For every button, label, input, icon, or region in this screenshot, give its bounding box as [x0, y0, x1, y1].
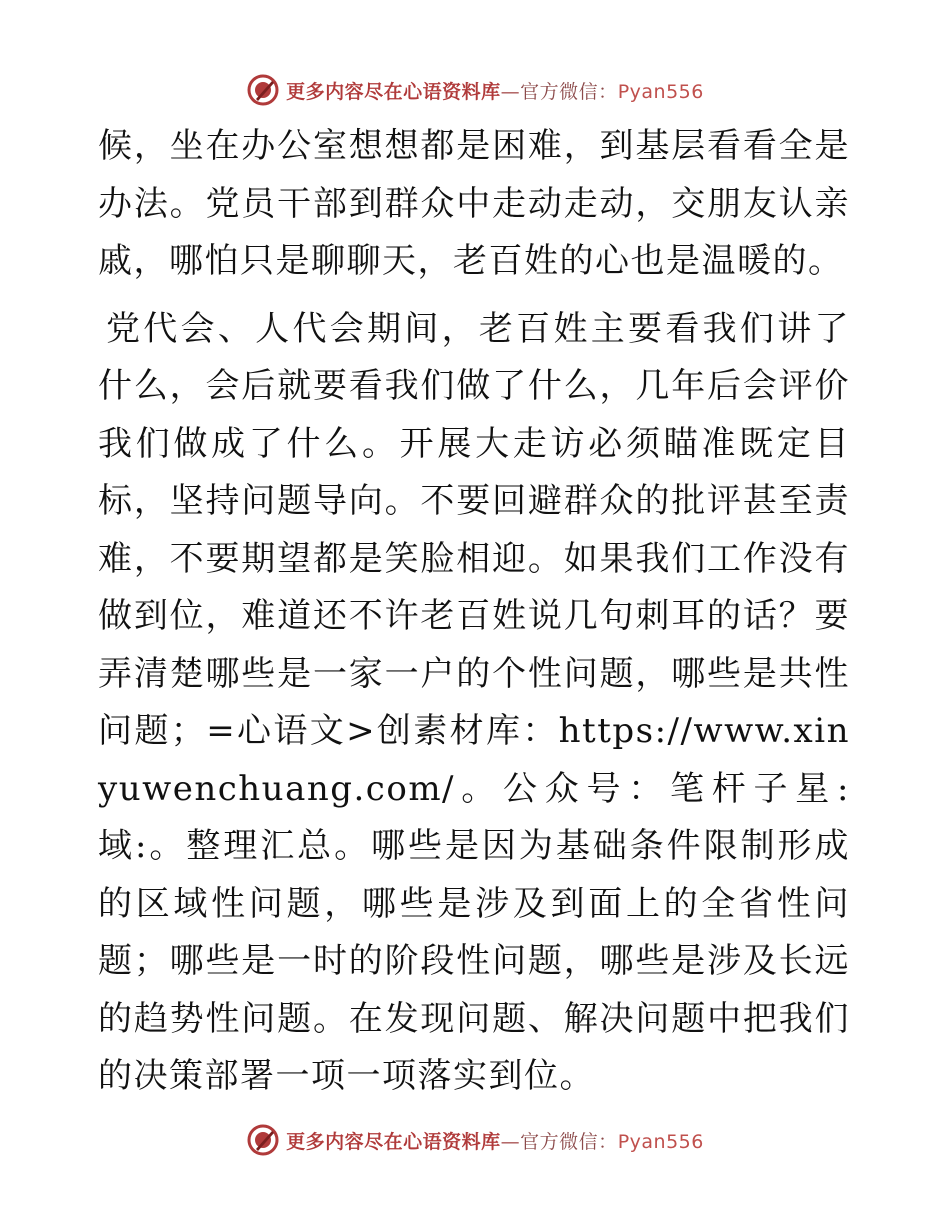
- paragraph-1: 候，坐在办公室想想都是困难，到基层看看全是办法。党员干部到群众中走动走动，交朋友认亲戚，哪怕只是聊聊天，老百姓的心也是温暖的。: [98, 126, 850, 281]
- pen-logo-icon: [246, 1123, 280, 1157]
- paragraph-2: 党代会、人代会期间，老百姓主要看我们讲了什么，会后就要看我们做了什么，几年后会评价我们做成了什么。开展大走访必须瞄准既定目标，坚持问题导向。不要回避群众的批评甚至责难，不要期望都是笑脸相迎。如果我们工作没有做到位，难道还不许老百姓说几句刺耳的话？要弄清楚哪些是一家一户的个性问题，哪些是共性问题；=心语文>创素材库：https://www.xinyuwenchuang.com/。公众号：笔杆子星:域:。整理汇总。哪些是因为基础条件限制形成的区域性问题，哪些是涉及到面上的全省性问题；哪些是一时的阶段性问题，哪些是涉及长远的趋势性问题。在发现问题、解决问题中把我们的决策部署一项一项落实到位。: [98, 308, 850, 1096]
- banner-label: 官方微信：: [520, 1130, 618, 1153]
- header-banner: [0, 70, 950, 110]
- banner-text: [286, 1127, 704, 1154]
- banner-separator: —: [500, 1130, 521, 1153]
- banner-main: 更多内容尽在心语资料库: [286, 80, 501, 103]
- document-body: [98, 118, 850, 1106]
- banner-wechat-id: Pyan556: [617, 80, 704, 103]
- footer-banner: [0, 1120, 950, 1160]
- banner-separator: —: [500, 80, 521, 103]
- banner-text: [286, 77, 704, 104]
- pen-logo-icon: [246, 73, 280, 107]
- banner-main: 更多内容尽在心语资料库: [286, 1130, 501, 1153]
- banner-label: 官方微信：: [520, 80, 618, 103]
- banner-wechat-id: Pyan556: [617, 1130, 704, 1153]
